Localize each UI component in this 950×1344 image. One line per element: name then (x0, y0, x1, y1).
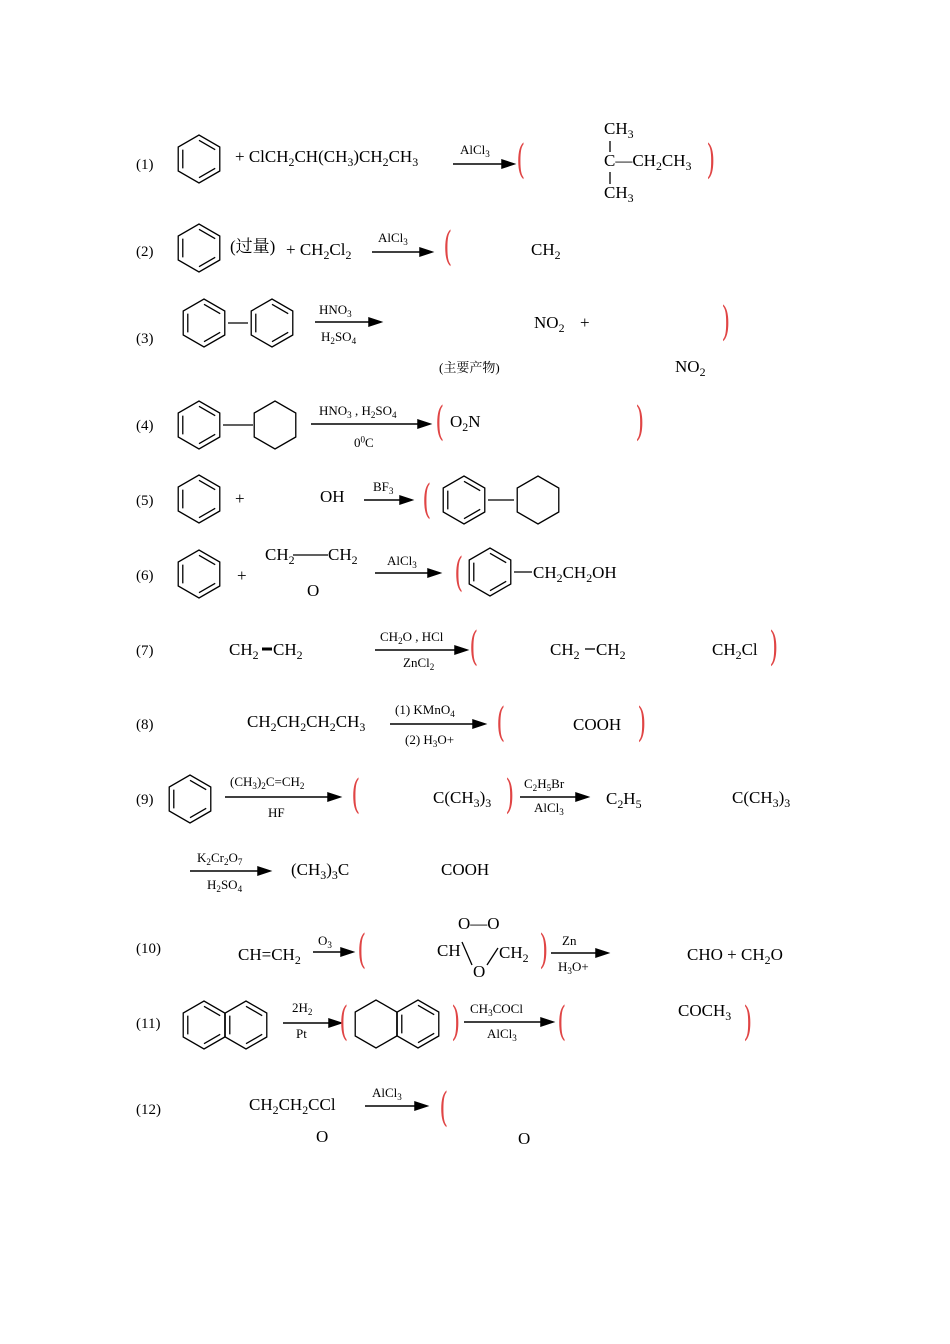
r3-product-1: $NO_2$ (534, 313, 565, 336)
r11-product: $COCH_3$ (678, 1001, 732, 1024)
r2-reagent: + $CH_2Cl_2$ (286, 240, 352, 263)
r1-open-paren: ( (516, 137, 526, 183)
r1-product-top: $CH_3$ (604, 119, 634, 142)
r11-naphthalene-left-double-bond-2 (204, 1006, 220, 1015)
r10-ozonide-ch2: $CH_2$ (499, 943, 529, 966)
r5-benzene-ring (178, 475, 220, 523)
r10-cond2-top: Zn (562, 933, 577, 948)
r6-open-paren: ( (454, 550, 464, 596)
r2-benzene-double-bond-2 (199, 229, 215, 238)
r1-product-mid: $C—CH_2CH_3$ (604, 151, 692, 174)
r11-close-paren-1: ) (451, 999, 461, 1045)
r6-plus: + (237, 566, 247, 585)
r5-product-benzene-ring (443, 476, 485, 524)
r5-product-benzene-double-bond-2 (464, 481, 480, 490)
r5-benzene-double-bond-2 (199, 480, 215, 489)
r9-cond-top: $(CH_3)_2C=CH_2$ (230, 774, 305, 792)
r3-benzene-right-double-bond-2 (272, 304, 288, 313)
r2-product: $CH_2$ (531, 240, 561, 263)
r11-naphthalene-right-double-bond-2 (246, 1006, 262, 1015)
r10-ozonide-o: O (473, 962, 486, 981)
reaction-label-9: (9) (136, 792, 154, 808)
r2-arrow-head (420, 248, 432, 256)
r11-naphthalene-right-ring (225, 1001, 267, 1049)
r2-open-paren: ( (443, 224, 453, 270)
r2-benzene-ring (178, 224, 220, 272)
r3-benzene-right-double-bond-0 (272, 332, 288, 341)
r10-arrow-2-head (596, 949, 608, 957)
r7-close-paren: ) (769, 624, 779, 670)
r1-benzene-double-bond-0 (199, 168, 215, 177)
reaction-label-6: (6) (136, 568, 154, 584)
r9-product-4: $(CH_3)_3C$ (291, 860, 350, 883)
r10-ozonide-bond-right (487, 948, 498, 965)
r4-arrow-head (418, 420, 430, 428)
r6-epoxide-left: $CH_2$ (265, 545, 295, 568)
r3-plus: + (580, 313, 590, 332)
r6-catalyst: AlCl$_3$ (387, 553, 417, 571)
r12-open-paren: ( (439, 1085, 449, 1131)
r8-close-paren: ) (637, 700, 647, 746)
r7-product-ch2cl: $CH_2Cl$ (712, 640, 758, 663)
r7-cond-top: $CH_2O$ , HCl (380, 629, 444, 647)
reaction-label-3: (3) (136, 331, 154, 347)
r5-benzene-double-bond-0 (199, 508, 215, 517)
r9-product-5: COOH (441, 860, 490, 879)
r9-arrow-2-head (576, 793, 588, 801)
r11-tetralin-aromatic-double-bond-0 (418, 1033, 434, 1042)
r9-cond2-top: $C_2H_5Br$ (524, 776, 565, 794)
r3-note: (主要产物) (439, 360, 500, 375)
r6-benzene-double-bond-2 (199, 555, 215, 564)
r11-cond2-top: $CH_3COCl$ (470, 1001, 523, 1019)
r3-benzene-left-double-bond-0 (204, 332, 220, 341)
r7-cond-bottom: ZnCl$_2$ (403, 655, 435, 673)
r8-cond-bottom: (2) $H_3O+$ (405, 732, 455, 750)
r3-cond-bottom: $H_2SO_4$ (321, 329, 357, 347)
r10-ozonide-bond-left (462, 942, 472, 965)
r12-catalyst: AlCl$_3$ (372, 1085, 402, 1103)
reaction-label-11: (11) (136, 1016, 161, 1032)
r12-arrow-head (415, 1102, 427, 1110)
r9-arrow-3-head (258, 867, 270, 875)
r9-benzene-double-bond-0 (190, 808, 206, 817)
r9-cond-bottom: HF (268, 805, 285, 820)
r4-benzene-double-bond-2 (199, 406, 215, 415)
r9-arrow-head (328, 793, 340, 801)
r6-product-benzene-double-bond-2 (490, 553, 506, 562)
reaction-label-12: (12) (136, 1102, 161, 1118)
r9-cond3-top: $K_2Cr_2O_7$ (197, 850, 243, 868)
r8-open-paren: ( (496, 700, 506, 746)
r8-arrow-head (473, 720, 485, 728)
r11-cond2-bottom: AlCl$_3$ (487, 1026, 517, 1044)
r5-product-benzene-double-bond-0 (464, 509, 480, 518)
r5-oh: OH (320, 487, 345, 506)
r4-open-paren: ( (435, 399, 445, 445)
r10-open-paren: ( (357, 927, 367, 973)
r9-product-2: $C_2H_5$ (606, 789, 642, 812)
r1-product-bottom: $CH_3$ (604, 183, 634, 206)
reaction-label-4: (4) (136, 418, 154, 434)
reaction-label-1: (1) (136, 157, 154, 173)
r12-sm: $CH_2CH_2CCl$ (249, 1095, 336, 1118)
r4-cyclohexane-ring (254, 401, 296, 449)
r7-product-left: $CH_2$ (550, 640, 580, 663)
r4-benzene-ring (178, 401, 220, 449)
r5-catalyst: $BF_3$ (373, 479, 394, 497)
r8-cond-top: (1) KMnO$_4$ (395, 702, 455, 720)
r5-product-cyclohexane-ring (517, 476, 559, 524)
r6-product-benzene-ring (469, 548, 511, 596)
r2-note: (过量) (230, 237, 276, 256)
r1-catalyst: AlCl$_3$ (460, 142, 490, 160)
r6-epoxide-o: O (307, 581, 320, 600)
r8-sm: $CH_2CH_2CH_2CH_3$ (247, 712, 366, 735)
r11-arrow-2-head (541, 1018, 553, 1026)
reaction-label-8: (8) (136, 717, 154, 733)
r3-close-paren: ) (721, 299, 731, 345)
r7-sm-left: $CH_2$ (229, 640, 259, 663)
r3-benzene-right-ring (251, 299, 293, 347)
r6-arrow-head (428, 569, 440, 577)
r3-benzene-left-double-bond-2 (204, 304, 220, 313)
r10-ozonide-oo: O—O (458, 914, 500, 933)
r4-benzene-double-bond-0 (199, 434, 215, 443)
r7-product-right: $CH_2$ (596, 640, 626, 663)
r9-close-paren: ) (505, 772, 515, 818)
r11-cond-top: $2H_2$ (292, 1000, 313, 1018)
reaction-label-10: (10) (136, 941, 161, 957)
r9-benzene-double-bond-2 (190, 780, 206, 789)
r9-benzene-ring (169, 775, 211, 823)
r9-cond2-bottom: AlCl$_3$ (534, 800, 564, 818)
r12-product-o: O (518, 1129, 531, 1148)
r1-arrow-head (502, 160, 514, 168)
r4-close-paren: ) (635, 399, 645, 445)
r6-product-benzene-double-bond-0 (490, 581, 506, 590)
r4-cond-bottom: $0^0C$ (354, 434, 374, 450)
r5-plus: + (235, 489, 245, 508)
r6-benzene-double-bond-0 (199, 583, 215, 592)
r11-tetralin-aromatic-ring (397, 1000, 439, 1048)
r3-arrow-head (369, 318, 381, 326)
r7-open-paren: ( (469, 624, 479, 670)
r12-sm-o: O (316, 1127, 329, 1146)
r11-tetralin-aromatic-double-bond-2 (418, 1005, 434, 1014)
r6-product: $CH_2CH_2OH$ (533, 563, 617, 586)
r11-open-paren-1: ( (339, 999, 349, 1045)
r10-ozonide-ch: CH (437, 941, 461, 960)
r3-cond-top: $HNO_3$ (319, 302, 352, 320)
r10-sm: $CH=CH_2$ (238, 945, 301, 968)
r5-open-paren: ( (422, 477, 432, 523)
r5-arrow-head (400, 496, 412, 504)
reaction-label-2: (2) (136, 244, 154, 260)
r11-cond-bottom: Pt (296, 1026, 307, 1041)
r9-product-3: $C(CH_3)_3$ (732, 788, 791, 811)
r9-open-paren: ( (351, 772, 361, 818)
reaction-label-7: (7) (136, 643, 154, 659)
r11-tetralin-saturated-ring (355, 1000, 397, 1048)
r3-benzene-left-ring (183, 299, 225, 347)
r1-benzene-double-bond-2 (199, 140, 215, 149)
r3-product-2: $NO_2$ (675, 357, 706, 380)
r4-cond-top: $HNO_3$ , $H_2SO_4$ (319, 403, 397, 421)
r10-catalyst: $O_3$ (318, 933, 332, 951)
r2-benzene-double-bond-0 (199, 257, 215, 266)
r11-naphthalene-left-ring (183, 1001, 225, 1049)
r6-epoxide-right: $CH_2$ (328, 545, 358, 568)
r6-benzene-ring (178, 550, 220, 598)
r4-product: $O_2N$ (450, 412, 481, 435)
reaction-label-5: (5) (136, 493, 154, 509)
r7-sm-right: $CH_2$ (273, 640, 303, 663)
r10-close-paren: ) (539, 927, 549, 973)
r9-cond3-bottom: $H_2SO_4$ (207, 877, 243, 895)
r11-naphthalene-right-double-bond-0 (246, 1034, 262, 1043)
r9-product-1: $C(CH_3)_3$ (433, 788, 492, 811)
r2-catalyst: AlCl$_3$ (378, 230, 408, 248)
r8-product: COOH (573, 715, 622, 734)
r1-benzene-ring (178, 135, 220, 183)
r11-open-paren-2: ( (557, 999, 567, 1045)
r10-product: CHO + $CH_2O$ (687, 945, 783, 968)
r10-cond2-bottom: $H_3O+$ (558, 959, 589, 977)
r1-reagent: + $ClCH_2CH(CH_3)CH_2CH_3$ (235, 147, 419, 170)
r1-close-paren: ) (706, 137, 716, 183)
r11-close-paren-2: ) (743, 999, 753, 1045)
r11-naphthalene-left-double-bond-0 (204, 1034, 220, 1043)
r7-arrow-head (455, 646, 467, 654)
r10-arrow-head (341, 948, 353, 956)
